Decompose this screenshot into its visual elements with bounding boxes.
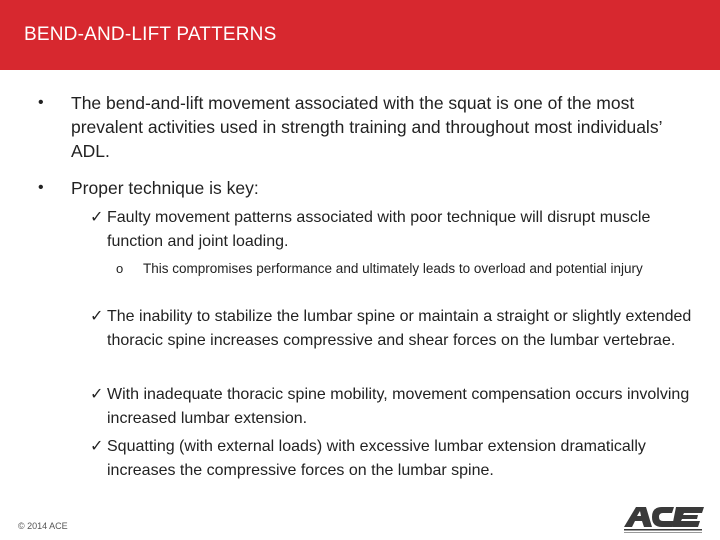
checkmark-icon: ✓ — [90, 308, 104, 325]
checkmark-text: Faulty movement patterns associated with poor technique will disrupt muscle function and joint loading. — [107, 209, 651, 250]
sub-bullet-item — [116, 259, 656, 279]
bullet-dot-icon: • — [38, 94, 44, 111]
checkmark-text: The inability to stabilize the lumbar spine or maintain a straight or slightly extended thoracic spine increases compressive and shear forces on the lumbar vertebrae. — [107, 308, 692, 349]
slide-title: BEND-AND-LIFT PATTERNS — [24, 24, 277, 45]
checkmark-item — [90, 383, 690, 431]
checkmark-icon: ✓ — [90, 438, 104, 455]
checkmark-item — [90, 305, 700, 353]
bullet-item — [38, 91, 678, 163]
checkmark-icon: ✓ — [90, 209, 104, 226]
bullet-dot-icon: • — [38, 179, 44, 196]
circle-bullet-icon: o — [116, 261, 124, 276]
ace-logo — [622, 505, 706, 535]
bullet-text: Proper technique is key: — [71, 178, 259, 198]
checkmark-icon: ✓ — [90, 386, 104, 403]
bullet-item — [38, 176, 678, 200]
checkmark-text: With inadequate thoracic spine mobility, movement compensation occurs involving increased lumbar extension. — [107, 386, 690, 427]
checkmark-item — [90, 206, 690, 254]
checkmark-item — [90, 435, 690, 483]
checkmark-text: Squatting (with external loads) with excessive lumbar extension dramatically increases the compressive forces on the lumbar spine. — [107, 438, 646, 479]
copyright-notice: © 2014 ACE — [18, 521, 68, 531]
bullet-text: The bend-and-lift movement associated with the squat is one of the most prevalent activities used in strength training and throughout most individuals’ ADL. — [71, 93, 662, 161]
sub-bullet-text: This compromises performance and ultimately leads to overload and potential injury — [143, 261, 643, 276]
